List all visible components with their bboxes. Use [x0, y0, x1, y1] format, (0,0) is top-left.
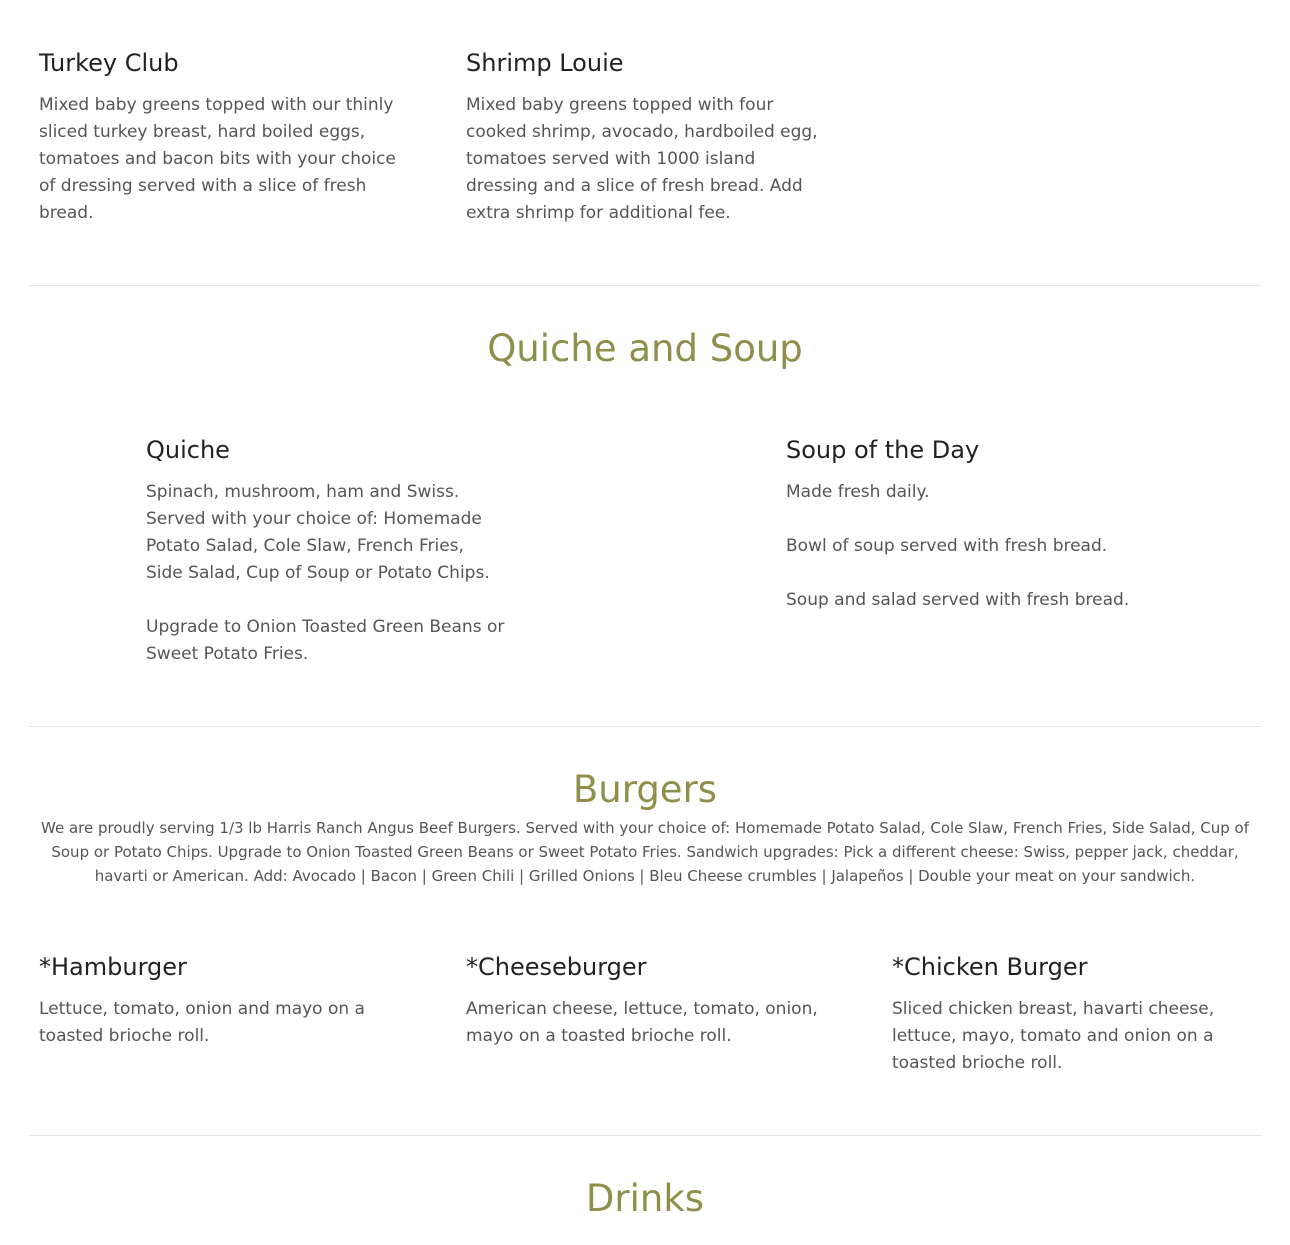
item-paragraph: Bowl of soup served with fresh bread.	[786, 536, 1108, 556]
item-description: Mixed baby greens topped with four cooked shrimp, avocado, hardboiled egg, tomatoes served with 1000 island dressing and a slice of fresh bread. Add extra shrimp for additional fee.	[466, 95, 818, 223]
item-description: Lettuce, tomato, onion and mayo on a toasted brioche roll.	[39, 999, 365, 1046]
menu-item-chicken-burger	[892, 952, 1232, 1077]
item-description: Sliced chicken breast, havarti cheese, lettuce, mayo, tomato and onion on a toasted brioche roll.	[892, 999, 1215, 1073]
item-description: Mixed baby greens topped with our thinly sliced turkey breast, hard boiled eggs, tomatoes and bacon bits with your choice of dressing served with a slice of fresh bread.	[39, 95, 396, 223]
item-title: Soup of the Day	[786, 436, 980, 464]
menu-item-turkey-club	[39, 48, 399, 227]
item-description	[146, 479, 506, 668]
item-title: Turkey Club	[39, 49, 179, 77]
item-paragraph: Upgrade to Onion Toasted Green Beans or Sweet Potato Fries.	[146, 617, 505, 664]
item-title: Quiche	[146, 436, 230, 464]
item-description	[786, 479, 1186, 614]
item-title: *Hamburger	[39, 953, 187, 981]
menu-item-shrimp-louie	[466, 48, 826, 227]
section-heading-drinks: Drinks	[585, 1177, 705, 1220]
menu-item-cheeseburger	[466, 952, 826, 1050]
item-paragraph: Spinach, mushroom, ham and Swiss. Served with your choice of: Homemade Potato Salad, Cole Slaw, French Fries, Side Salad, Cup of Soup or Potato Chips.	[146, 482, 490, 583]
section-divider	[29, 1135, 1261, 1136]
item-description: American cheese, lettuce, tomato, onion, mayo on a toasted brioche roll.	[466, 999, 818, 1046]
menu-item-hamburger	[39, 952, 399, 1050]
item-title: *Cheeseburger	[466, 953, 647, 981]
menu-item-quiche	[146, 435, 506, 668]
section-heading-quiche-soup: Quiche and Soup	[487, 327, 803, 370]
section-divider	[29, 285, 1261, 286]
item-paragraph: Made fresh daily.	[786, 482, 930, 502]
section-heading-burgers: Burgers	[572, 768, 718, 811]
section-intro-burgers: We are proudly serving 1/3 lb Harris Ranch Angus Beef Burgers. Served with your choice of: Homemade Potato Salad, Cole Slaw, French Fries, Side Salad, Cup of Soup or Potato Chips. Upgrade to Onion Toasted Green Beans or Sweet Potato Fries. Sandwich upgrades: Pick a different cheese: Swiss, pepper jack, cheddar, havarti or American. Add: Avocado | Bacon | Green Chili | Grilled Onions | Bleu Cheese crumbles | Jalapeños | Double your meat on your sandwich.	[41, 819, 1249, 885]
menu-item-soup-of-the-day	[786, 435, 1186, 614]
item-paragraph: Soup and salad served with fresh bread.	[786, 590, 1130, 610]
item-title: Shrimp Louie	[466, 49, 624, 77]
item-title: *Chicken Burger	[892, 953, 1088, 981]
section-divider	[29, 726, 1261, 727]
